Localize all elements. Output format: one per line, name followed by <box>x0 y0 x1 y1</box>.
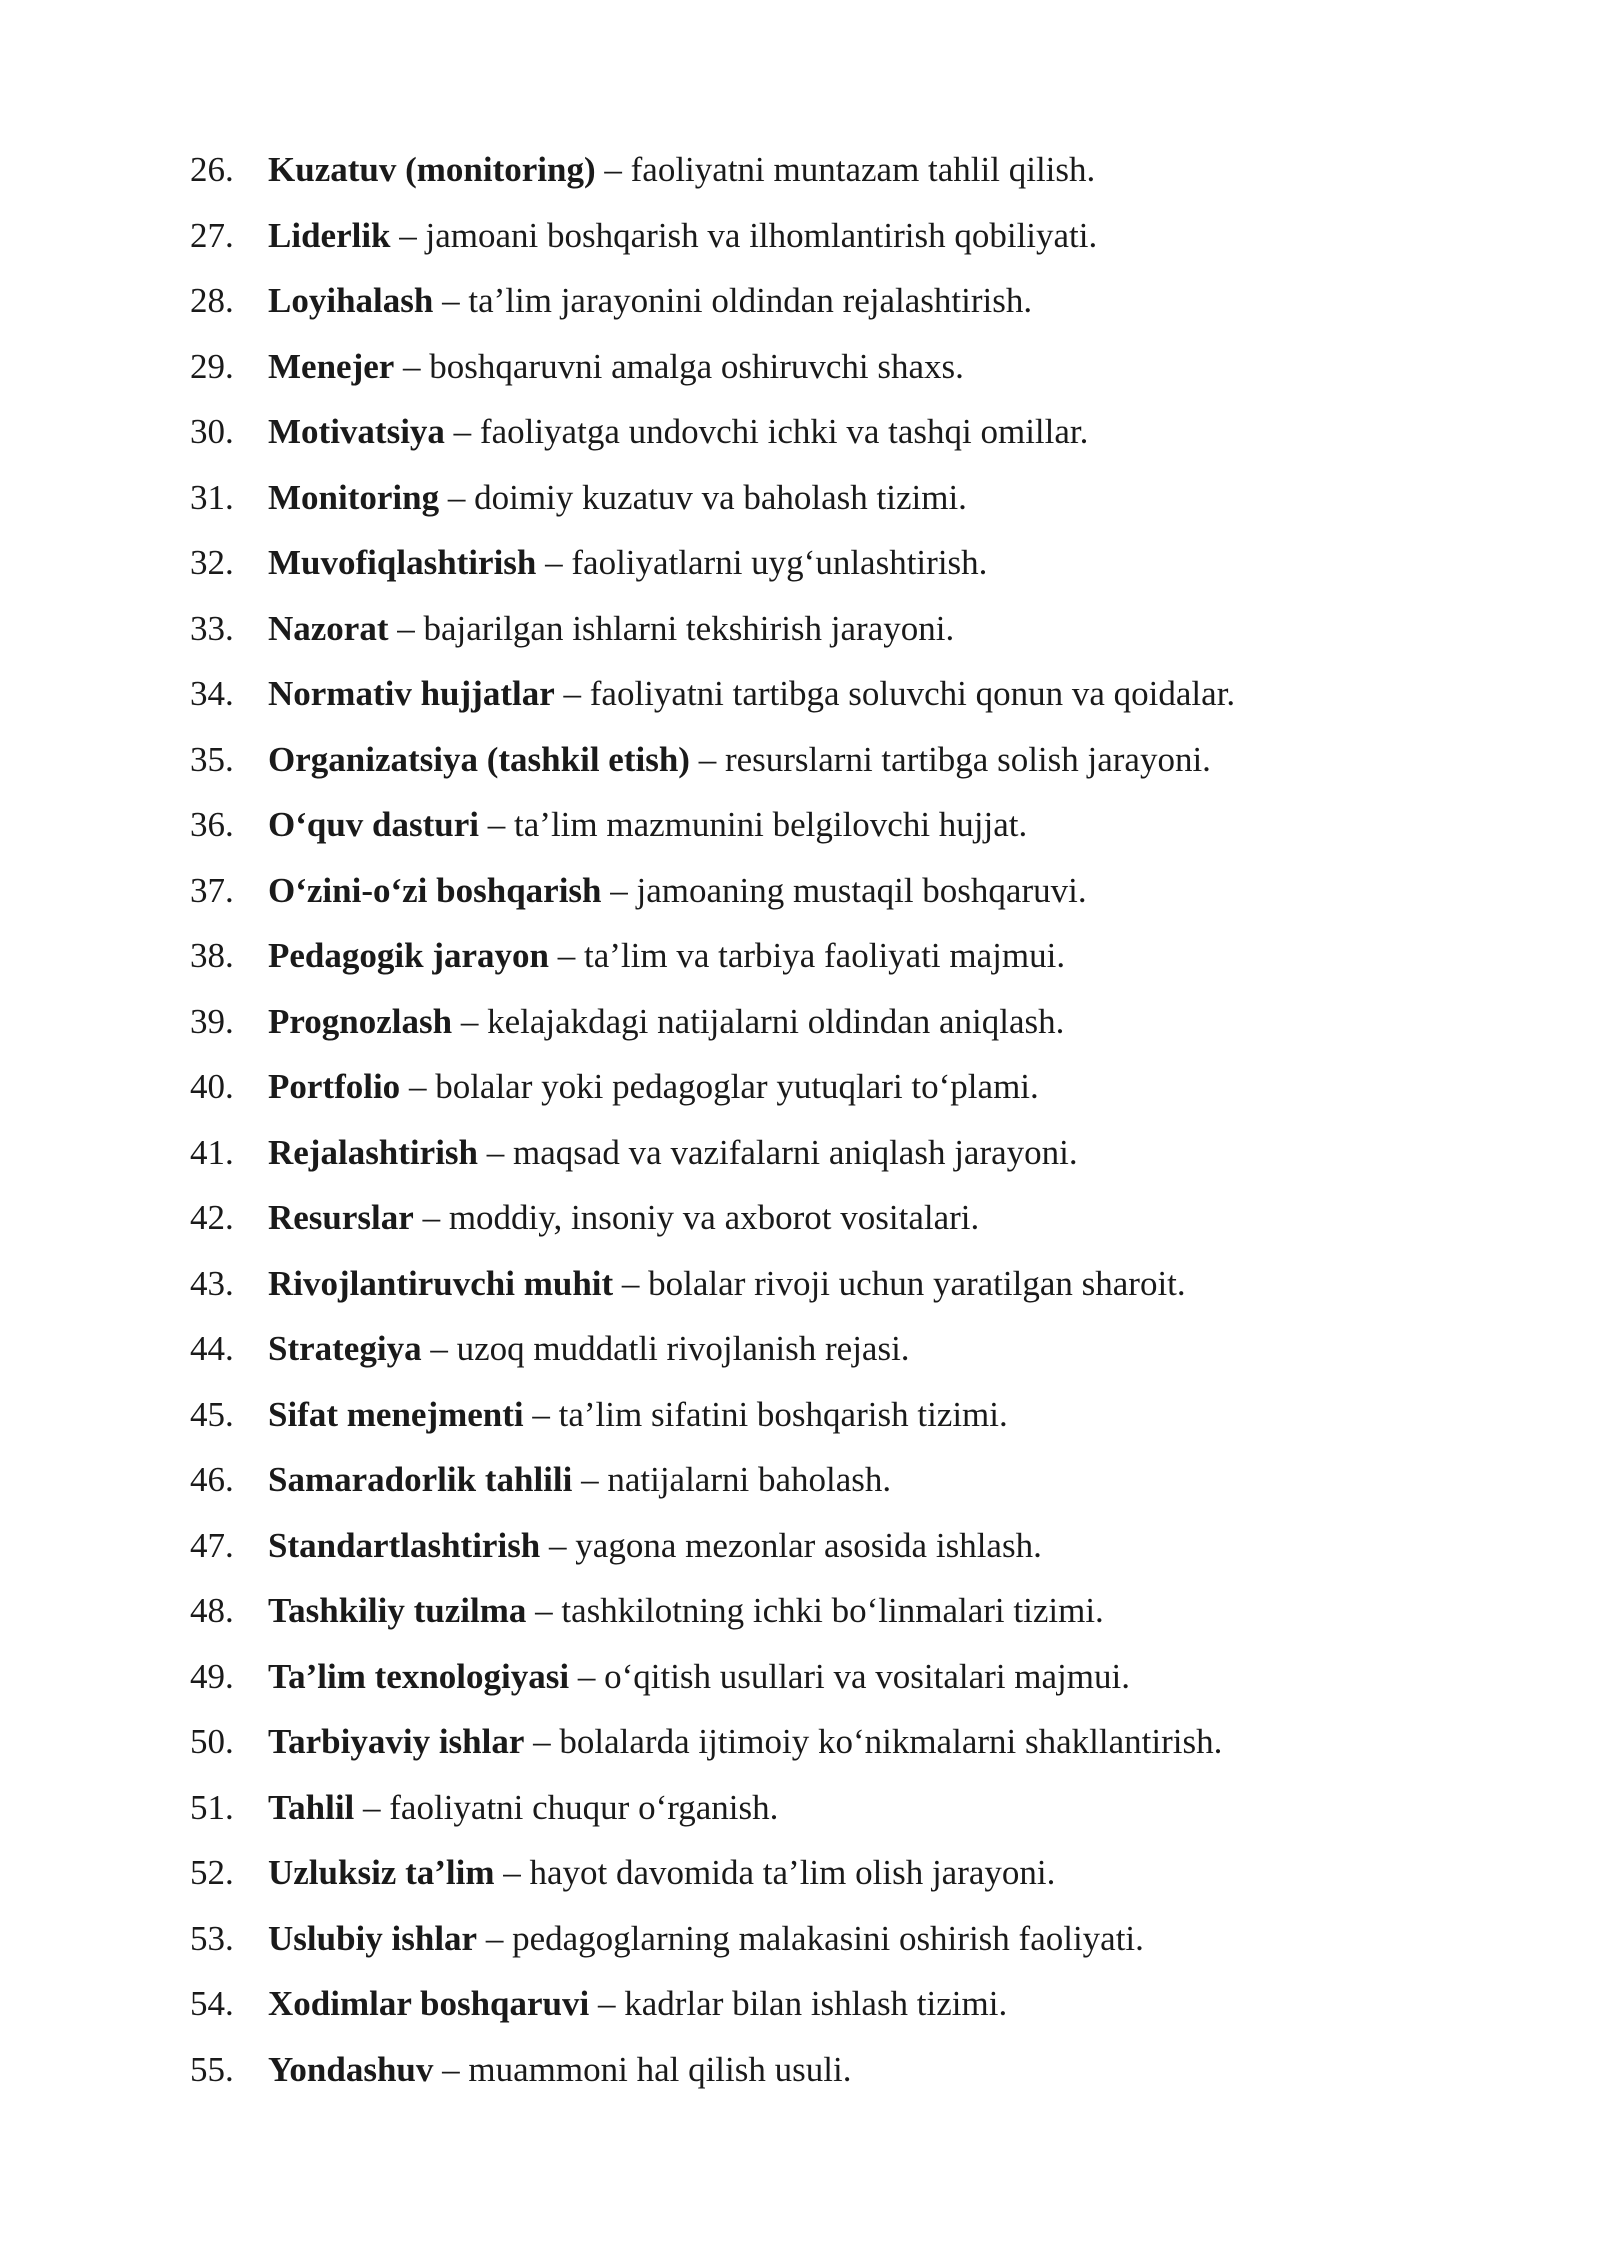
entry-text <box>268 1067 1039 1107</box>
entry-definition: faoliyatni chuqur o‘rganish. <box>389 1787 779 1827</box>
entry-number: 30. <box>190 412 234 451</box>
glossary-entry <box>190 1788 1440 1854</box>
entry-number: 34. <box>190 674 234 713</box>
entry-definition: natijalarni baholash. <box>607 1460 892 1499</box>
entry-separator: – <box>581 1460 599 1499</box>
entry-separator: – <box>486 1132 505 1172</box>
entry-term: Samaradorlik tahlili <box>268 1460 573 1499</box>
entry-number: 49. <box>190 1656 234 1696</box>
glossary-entry <box>190 1002 1440 1068</box>
glossary-list <box>190 150 1440 2115</box>
entry-definition: jamoani boshqarish va ilhomlantirish qobiliyati. <box>425 215 1098 255</box>
entry-term: Monitoring <box>268 477 440 517</box>
entry-definition: bolalar yoki pedagoglar yutuqlari to‘plami. <box>435 1067 1039 1106</box>
entry-separator: – <box>442 2049 460 2089</box>
entry-definition: faoliyatga undovchi ichki va tashqi omillar. <box>479 412 1089 451</box>
glossary-entry <box>190 1133 1440 1199</box>
entry-number: 35. <box>190 739 234 779</box>
entry-separator: – <box>460 1001 479 1041</box>
entry-separator: – <box>545 543 563 582</box>
entry-term: Organizatsiya (tashkil etish) <box>268 739 690 779</box>
entry-text <box>268 216 1097 256</box>
entry-number: 52. <box>190 1853 234 1892</box>
glossary-entry <box>190 412 1440 478</box>
entry-term: Muvofiqlashtirish <box>268 543 537 582</box>
entry-text <box>268 1591 1104 1631</box>
entry-text <box>268 1329 910 1369</box>
glossary-entry <box>190 281 1440 347</box>
entry-number: 42. <box>190 1198 234 1237</box>
entry-text <box>268 740 1211 780</box>
entry-number: 50. <box>190 1722 234 1761</box>
entry-term: Kuzatuv (monitoring) <box>268 150 596 189</box>
entry-number: 26. <box>190 150 234 189</box>
entry-text <box>268 1657 1130 1697</box>
entry-separator: – <box>363 1787 381 1827</box>
entry-term: Yondashuv <box>268 2049 434 2089</box>
entry-text <box>268 1460 891 1500</box>
entry-definition: jamoaning mustaqil boshqaruvi. <box>636 870 1087 910</box>
entry-definition: ta’lim va tarbiya faoliyati majmui. <box>583 936 1066 975</box>
entry-term: Tarbiyaviy ishlar <box>268 1722 525 1761</box>
glossary-entry <box>190 216 1440 282</box>
entry-number: 38. <box>190 936 234 975</box>
glossary-entry <box>190 1395 1440 1461</box>
entry-separator: – <box>698 739 717 779</box>
entry-number: 31. <box>190 477 234 517</box>
entry-number: 37. <box>190 870 234 910</box>
entry-text <box>268 150 1095 190</box>
glossary-entry <box>190 1264 1440 1330</box>
entry-definition: yagona mezonlar asosida ishlash. <box>575 1525 1042 1565</box>
entry-separator: – <box>533 1722 551 1761</box>
entry-definition: kelajakdagi natijalarni oldindan aniqlash. <box>487 1001 1065 1041</box>
entry-separator: – <box>430 1329 448 1368</box>
glossary-entry <box>190 609 1440 675</box>
entry-text <box>268 1788 778 1828</box>
glossary-entry <box>190 1198 1440 1264</box>
entry-text <box>268 871 1087 911</box>
entry-text <box>268 1133 1078 1173</box>
entry-number: 54. <box>190 1984 234 2023</box>
entry-number: 55. <box>190 2049 234 2089</box>
entry-definition: ta’lim mazmunini belgilovchi hujjat. <box>514 805 1028 844</box>
entry-separator: – <box>399 215 417 255</box>
glossary-entry <box>190 1722 1440 1788</box>
entry-text <box>268 1395 1008 1435</box>
entry-text <box>268 609 954 649</box>
entry-definition: ta’lim jarayonini oldindan rejalashtirish. <box>468 281 1033 320</box>
entry-separator: – <box>487 805 506 844</box>
entry-term: Rejalashtirish <box>268 1132 478 1172</box>
entry-separator: – <box>485 1918 504 1958</box>
glossary-entry <box>190 1853 1440 1919</box>
entry-term: Tashkiliy tuzilma <box>268 1591 527 1630</box>
entry-text <box>268 347 964 387</box>
entry-definition: o‘qitish usullari va vositalari majmui. <box>604 1656 1130 1696</box>
entry-text <box>268 1919 1144 1959</box>
entry-definition: faoliyatlarni uyg‘unlashtirish. <box>571 543 988 582</box>
entry-text <box>268 805 1027 845</box>
entry-number: 48. <box>190 1591 234 1630</box>
entry-term: Xodimlar boshqaruvi <box>268 1984 590 2023</box>
entry-term: Motivatsiya <box>268 412 445 451</box>
glossary-entry <box>190 1919 1440 1985</box>
entry-term: Strategiya <box>268 1329 422 1368</box>
entry-text <box>268 1198 979 1238</box>
entry-text <box>268 543 987 583</box>
entry-term: Sifat menejmenti <box>268 1394 524 1434</box>
entry-definition: faoliyatni tartibga soluvchi qonun va qoidalar. <box>589 674 1236 713</box>
entry-term: Normativ hujjatlar <box>268 674 555 713</box>
glossary-entry <box>190 2050 1440 2116</box>
entry-definition: maqsad va vazifalarni aniqlash jarayoni. <box>513 1132 1078 1172</box>
entry-term: Prognozlash <box>268 1001 453 1041</box>
entry-number: 40. <box>190 1067 234 1106</box>
entry-text <box>268 2050 851 2090</box>
entry-number: 46. <box>190 1460 234 1499</box>
glossary-entry <box>190 347 1440 413</box>
glossary-entry <box>190 805 1440 871</box>
entry-number: 53. <box>190 1918 234 1958</box>
entry-term: Pedagogik jarayon <box>268 936 549 975</box>
glossary-entry <box>190 1460 1440 1526</box>
entry-separator: – <box>621 1263 640 1303</box>
entry-separator: – <box>403 346 421 386</box>
entry-text <box>268 1722 1222 1762</box>
entry-term: Menejer <box>268 346 395 386</box>
entry-definition: tashkilotning ichki bo‘linmalari tizimi. <box>561 1591 1104 1630</box>
entry-number: 28. <box>190 281 234 320</box>
entry-definition: ta’lim sifatini boshqarish tizimi. <box>558 1394 1008 1434</box>
entry-text <box>268 478 967 518</box>
entry-definition: moddiy, insoniy va axborot vositalari. <box>448 1198 980 1237</box>
entry-number: 47. <box>190 1525 234 1565</box>
entry-separator: – <box>577 1656 596 1696</box>
entry-term: Nazorat <box>268 608 389 648</box>
entry-separator: – <box>532 1394 550 1434</box>
entry-text <box>268 1984 1007 2024</box>
glossary-entry <box>190 150 1440 216</box>
entry-text <box>268 281 1032 321</box>
entry-definition: uzoq muddatli rivojlanish rejasi. <box>456 1329 910 1368</box>
entry-definition: bajarilgan ishlarni tekshirish jarayoni. <box>423 608 955 648</box>
entry-separator: – <box>422 1198 441 1237</box>
entry-term: Ta’lim texnologiyasi <box>268 1656 570 1696</box>
entry-number: 36. <box>190 805 234 844</box>
entry-separator: – <box>610 870 628 910</box>
glossary-entry <box>190 1984 1440 2050</box>
entry-separator: – <box>598 1984 616 2023</box>
entry-number: 41. <box>190 1132 234 1172</box>
glossary-entry <box>190 936 1440 1002</box>
entry-number: 44. <box>190 1329 234 1368</box>
glossary-entry <box>190 1329 1440 1395</box>
entry-text <box>268 1264 1186 1304</box>
glossary-entry <box>190 1657 1440 1723</box>
glossary-entry <box>190 1591 1440 1657</box>
entry-text <box>268 1002 1064 1042</box>
entry-separator: – <box>397 608 415 648</box>
entry-separator: – <box>557 936 576 975</box>
entry-term: Tahlil <box>268 1787 355 1827</box>
glossary-entry <box>190 543 1440 609</box>
entry-separator: – <box>408 1067 427 1106</box>
entry-definition: muammoni hal qilish usuli. <box>468 2049 852 2089</box>
entry-number: 45. <box>190 1394 234 1434</box>
entry-definition: kadrlar bilan ishlash tizimi. <box>624 1984 1008 2023</box>
entry-number: 39. <box>190 1001 234 1041</box>
entry-text <box>268 1526 1042 1566</box>
entry-term: Standartlashtirish <box>268 1525 541 1565</box>
entry-separator: – <box>563 674 582 713</box>
entry-number: 32. <box>190 543 234 582</box>
entry-text <box>268 674 1235 714</box>
entry-number: 43. <box>190 1263 234 1303</box>
entry-separator: – <box>442 281 460 320</box>
entry-separator: – <box>549 1525 567 1565</box>
entry-term: O‘zini-o‘zi boshqarish <box>268 870 602 910</box>
entry-definition: bolalarda ijtimoiy ko‘nikmalarni shakllantirish. <box>559 1722 1223 1761</box>
glossary-entry <box>190 1526 1440 1592</box>
entry-definition: hayot davomida ta’lim olish jarayoni. <box>529 1853 1056 1892</box>
glossary-entry <box>190 871 1440 937</box>
glossary-entry <box>190 1067 1440 1133</box>
entry-separator: – <box>535 1591 553 1630</box>
entry-definition: bolalar rivoji uchun yaratilgan sharoit. <box>648 1263 1186 1303</box>
entry-term: Resurslar <box>268 1198 414 1237</box>
entry-number: 51. <box>190 1787 234 1827</box>
entry-definition: faoliyatni muntazam tahlil qilish. <box>630 150 1096 189</box>
entry-separator: – <box>447 477 466 517</box>
glossary-entry <box>190 478 1440 544</box>
entry-separator: – <box>604 150 622 189</box>
entry-term: Rivojlantiruvchi muhit <box>268 1263 614 1303</box>
entry-term: Liderlik <box>268 215 391 255</box>
entry-definition: resurslarni tartibga solish jarayoni. <box>724 739 1211 779</box>
glossary-entry <box>190 740 1440 806</box>
entry-definition: pedagoglarning malakasini oshirish faoliyati. <box>512 1918 1144 1958</box>
entry-text <box>268 412 1088 452</box>
entry-term: Uzluksiz ta’lim <box>268 1853 495 1892</box>
entry-number: 29. <box>190 346 234 386</box>
entry-text <box>268 1853 1055 1893</box>
entry-number: 27. <box>190 215 234 255</box>
entry-separator: – <box>453 412 472 451</box>
entry-separator: – <box>503 1853 521 1892</box>
entry-term: O‘quv dasturi <box>268 805 480 844</box>
entry-text <box>268 936 1065 976</box>
entry-term: Portfolio <box>268 1067 401 1106</box>
entry-number: 33. <box>190 608 234 648</box>
entry-definition: doimiy kuzatuv va baholash tizimi. <box>474 477 967 517</box>
entry-term: Loyihalash <box>268 281 434 320</box>
entry-definition: boshqaruvni amalga oshiruvchi shaxs. <box>429 346 964 386</box>
entry-term: Uslubiy ishlar <box>268 1918 478 1958</box>
glossary-entry <box>190 674 1440 740</box>
